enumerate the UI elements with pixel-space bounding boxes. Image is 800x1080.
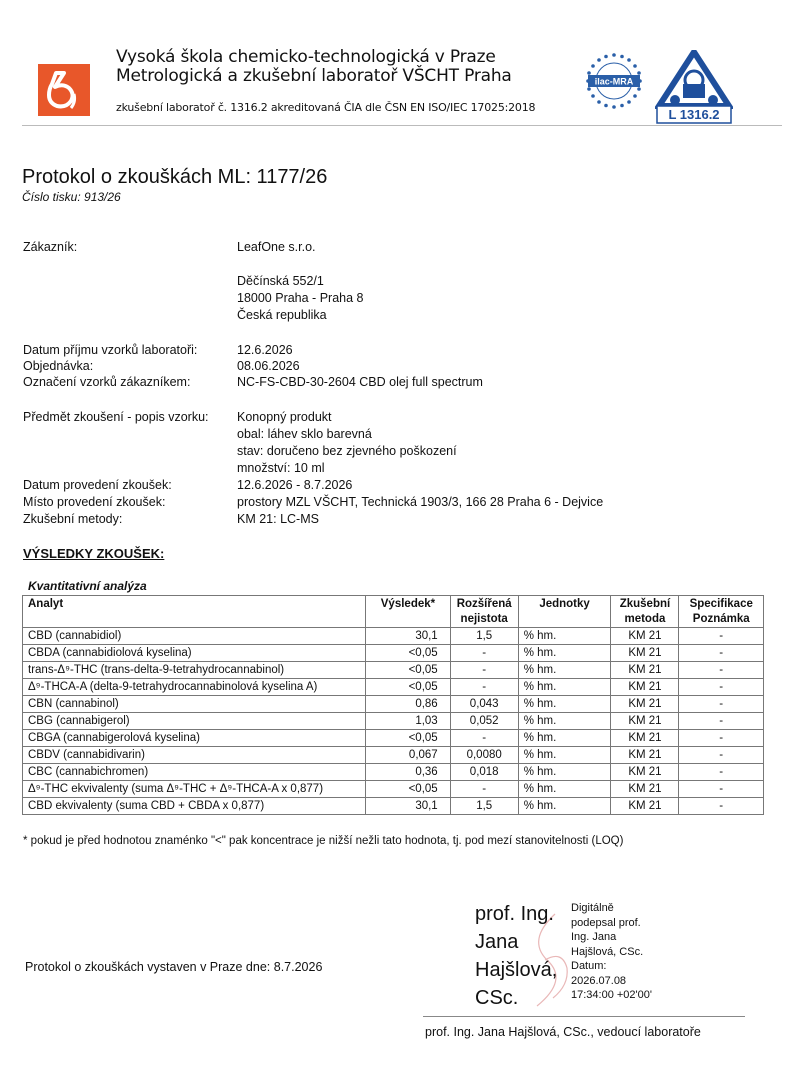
uncertainty-cell: - (450, 679, 518, 696)
note-cell: - (679, 798, 764, 815)
uncertainty-cell: 1,5 (450, 628, 518, 645)
test-methods-value: KM 21: LC-MS (237, 512, 319, 526)
analyte-cell: Δ⁹-THC ekvivalenty (suma Δ⁹-THC + Δ⁹-THCA-A x 0,877) (23, 781, 366, 798)
issued-date: Protokol o zkouškách vystaven v Praze dne: 8.7.2026 (25, 960, 323, 974)
table-row (23, 645, 764, 662)
subject-line: Konopný produkt (237, 410, 332, 424)
method-cell: KM 21 (611, 730, 679, 747)
uncertainty-cell: - (450, 662, 518, 679)
table-row (23, 696, 764, 713)
signature-name-block (475, 900, 570, 1012)
sig-name-line: CSc. (475, 987, 519, 1009)
loq-footnote: * pokud je před hodnotou znaménko "<" pak koncentrace je nižší nežli tato hodnota, tj. pod mezí stanovitelnosti (LOQ) (23, 835, 624, 847)
sig-name-line: prof. Ing. (475, 903, 554, 925)
col-uncertainty: Rozšířená nejistota (450, 596, 518, 628)
uncertainty-cell: 1,5 (450, 798, 518, 815)
cia-accreditation-logo (655, 50, 733, 124)
method-cell: KM 21 (611, 662, 679, 679)
header-divider (22, 125, 782, 126)
customer-city: 18000 Praha - Praha 8 (237, 291, 364, 305)
analyte-cell: CBD ekvivalenty (suma CBD + CBDA x 0,877) (23, 798, 366, 815)
uncertainty-cell: - (450, 730, 518, 747)
note-cell: - (679, 696, 764, 713)
test-date-value: 12.6.2026 - 8.7.2026 (237, 478, 353, 492)
units-cell: % hm. (518, 781, 611, 798)
ilac-mra-icon (583, 50, 645, 112)
method-cell: KM 21 (611, 781, 679, 798)
digital-signature-info (571, 901, 652, 1003)
units-cell: % hm. (518, 628, 611, 645)
method-cell: KM 21 (611, 645, 679, 662)
receipt-date-value: 12.6.2026 (237, 343, 293, 357)
sig-info-line: Datum: (571, 960, 607, 972)
institution-name: Vysoká škola chemicko-technologická v Praze (116, 47, 496, 67)
test-place-value: prostory MZL VŠCHT, Technická 1903/3, 166 28 Praha 6 - Dejvice (237, 495, 604, 509)
result-cell: 30,1 (366, 798, 451, 815)
customer-label: Zákazník: (23, 240, 78, 254)
result-cell: <0,05 (366, 730, 451, 747)
result-cell: 30,1 (366, 628, 451, 645)
signatory-name: prof. Ing. Jana Hajšlová, CSc., vedoucí laboratoře (425, 1025, 701, 1039)
sample-id-label: Označení vzorků zákazníkem: (23, 375, 191, 389)
test-place-label: Místo provedení zkoušek: (23, 495, 166, 509)
uncertainty-cell: 0,0080 (450, 747, 518, 764)
table-row (23, 628, 764, 645)
table-row (23, 730, 764, 747)
result-cell: 0,36 (366, 764, 451, 781)
analyte-cell: CBG (cannabigerol) (23, 713, 366, 730)
method-cell: KM 21 (611, 696, 679, 713)
col-spec: Specifikace Poznámka (679, 596, 764, 628)
result-cell: 1,03 (366, 713, 451, 730)
sig-info-line: 2026.07.08 (571, 974, 627, 987)
customer-street: Děčínská 552/1 (237, 274, 324, 288)
units-cell: % hm. (518, 645, 611, 662)
order-value: 08.06.2026 (237, 359, 300, 373)
note-cell: - (679, 645, 764, 662)
table-row (23, 798, 764, 815)
table-row (23, 662, 764, 679)
sig-info-line: Digitálně (571, 902, 614, 914)
analyte-cell: CBDA (cannabidiolová kyselina) (23, 645, 366, 662)
analyte-cell: trans-Δ⁹-THC (trans-delta-9-tetrahydrocannabinol) (23, 662, 366, 679)
test-date-label: Datum provedení zkoušek: (23, 478, 172, 492)
results-table (22, 595, 764, 815)
method-cell: KM 21 (611, 713, 679, 730)
note-cell: - (679, 781, 764, 798)
result-cell: 0,067 (366, 747, 451, 764)
customer-name: LeafOne s.r.o. (237, 240, 316, 254)
laboratory-name: Metrologická a zkušební laboratoř VŠCHT Praha (116, 66, 512, 86)
analyte-cell: Δ⁹-THCA-A (delta-9-tetrahydrocannabinolová kyselina A) (23, 679, 366, 696)
sig-info-line: Hajšlová, CSc. (571, 945, 644, 958)
result-cell: <0,05 (366, 781, 451, 798)
subject-line: množství: 10 ml (237, 461, 325, 475)
cia-code: L 1316.2 (668, 107, 720, 122)
sig-name-line: Hajšlová, (475, 959, 558, 981)
units-cell: % hm. (518, 713, 611, 730)
table-row (23, 781, 764, 798)
method-cell: KM 21 (611, 764, 679, 781)
result-cell: <0,05 (366, 662, 451, 679)
vscht-logo (38, 64, 90, 116)
results-header-row (23, 596, 764, 628)
uncertainty-cell: 0,043 (450, 696, 518, 713)
analyte-cell: CBGA (cannabigerolová kyselina) (23, 730, 366, 747)
units-cell: % hm. (518, 696, 611, 713)
accreditation-text: zkušební laboratoř č. 1316.2 akreditovaná ČIA dle ČSN EN ISO/IEC 17025:2018 (116, 101, 536, 114)
subject-line: stav: doručeno bez zjevného poškození (237, 444, 457, 458)
result-cell: 0,86 (366, 696, 451, 713)
test-methods-label: Zkušební metody: (23, 512, 123, 526)
quantitative-analysis-heading: Kvantitativní analýza (28, 579, 147, 593)
protocol-title: Protokol o zkouškách ML: 1177/26 (22, 166, 328, 188)
units-cell: % hm. (518, 764, 611, 781)
method-cell: KM 21 (611, 747, 679, 764)
table-row (23, 747, 764, 764)
result-cell: <0,05 (366, 679, 451, 696)
note-cell: - (679, 730, 764, 747)
sig-name-line: Jana (475, 931, 519, 953)
sample-id-value: NC-FS-CBD-30-2604 CBD olej full spectrum (237, 375, 483, 389)
col-units: Jednotky (518, 596, 611, 628)
sig-info-line: Ing. Jana (571, 931, 617, 943)
ilac-text: ilac-MRA (594, 76, 634, 87)
note-cell: - (679, 662, 764, 679)
uncertainty-cell: - (450, 645, 518, 662)
table-row (23, 713, 764, 730)
subject-label: Předmět zkoušení - popis vzorku: (23, 410, 209, 424)
analyte-cell: CBC (cannabichromen) (23, 764, 366, 781)
method-cell: KM 21 (611, 628, 679, 645)
sig-info-line: podepsal prof. (571, 916, 641, 929)
units-cell: % hm. (518, 662, 611, 679)
units-cell: % hm. (518, 730, 611, 747)
signature-line (423, 1016, 745, 1017)
table-row (23, 764, 764, 781)
note-cell: - (679, 713, 764, 730)
subject-line: obal: láhev sklo barevná (237, 427, 372, 441)
print-number: Číslo tisku: 913/26 (22, 190, 121, 204)
note-cell: - (679, 679, 764, 696)
note-cell: - (679, 747, 764, 764)
uncertainty-cell: 0,052 (450, 713, 518, 730)
units-cell: % hm. (518, 798, 611, 815)
note-cell: - (679, 764, 764, 781)
col-analyte: Analyt (23, 596, 366, 628)
method-cell: KM 21 (611, 679, 679, 696)
receipt-date-label: Datum příjmu vzorků laboratoři: (23, 343, 198, 357)
analyte-cell: CBDV (cannabidivarin) (23, 747, 366, 764)
uncertainty-cell: 0,018 (450, 764, 518, 781)
vscht-logo-icon (38, 64, 90, 116)
result-cell: <0,05 (366, 645, 451, 662)
col-method: Zkušební metoda (611, 596, 679, 628)
analyte-cell: CBD (cannabidiol) (23, 628, 366, 645)
col-result: Výsledek* (366, 596, 451, 628)
uncertainty-cell: - (450, 781, 518, 798)
sig-info-line: 17:34:00 +02'00' (571, 989, 652, 1001)
note-cell: - (679, 628, 764, 645)
customer-country: Česká republika (237, 308, 327, 322)
units-cell: % hm. (518, 679, 611, 696)
results-section-title: VÝSLEDKY ZKOUŠEK: (23, 546, 165, 561)
method-cell: KM 21 (611, 798, 679, 815)
order-label: Objednávka: (23, 359, 94, 373)
ilac-mra-logo (583, 50, 645, 112)
analyte-cell: CBN (cannabinol) (23, 696, 366, 713)
units-cell: % hm. (518, 747, 611, 764)
table-row (23, 679, 764, 696)
